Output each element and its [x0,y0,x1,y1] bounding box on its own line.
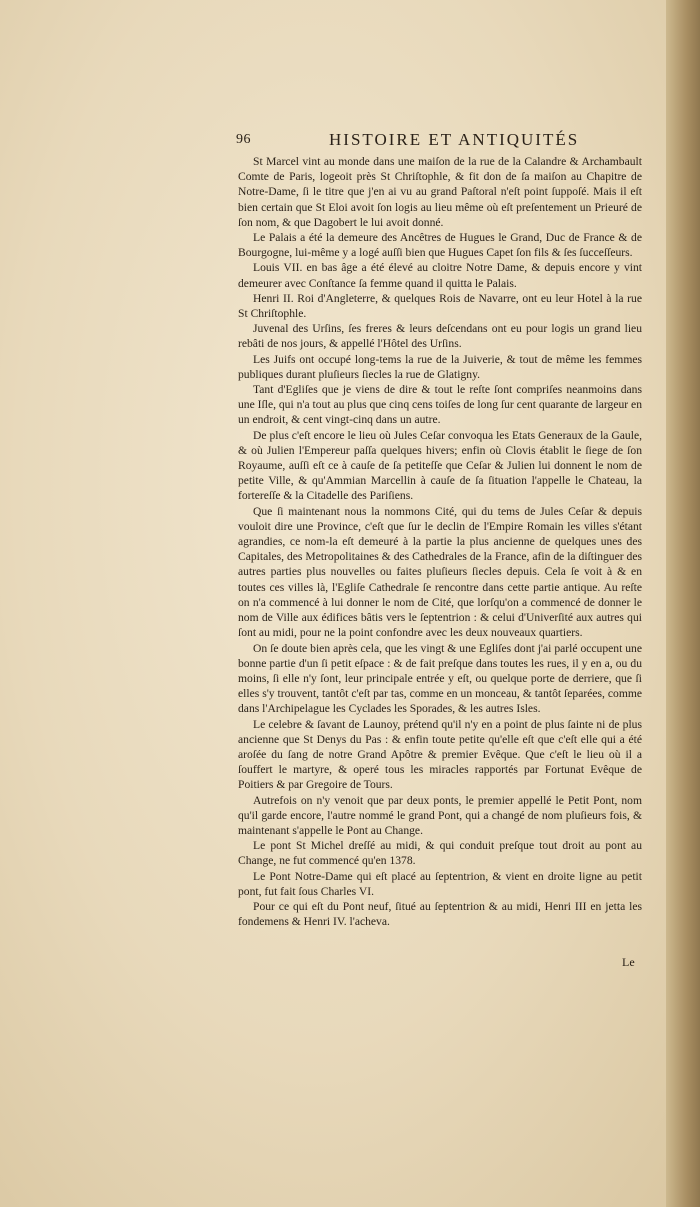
catchword: Le [622,955,635,969]
paragraph: Le Pont Notre-Dame qui eſt placé au ſeptentrion, & vient en droite ligne au petit pont, fut fait ſous Charles VI. [238,869,642,898]
paragraph: Louis VII. en bas âge a été élevé au cloitre Notre Dame, & depuis encore y vint demeurer avec Conſtance ſa femme quand il quitta le Palais. [238,261,642,290]
paragraph: Autrefois on n'y venoit que par deux ponts, le premier appellé le Petit Pont, nom qu'il garde encore, l'autre nommé le grand Pont, qui a changé de nom pluſieurs fois, & maintenant s'appelle le Pont au Change. [238,793,642,837]
paragraph: De plus c'eſt encore le lieu où Jules Ceſar convoqua les Etats Generaux de la Gaule, & où Julien l'Empereur paſſa quelques hivers; enfin où Clovis établit le ſiege de ſon Royaume, auſſi eſt ce à cauſe de ſa petiteſſe que Ceſar & Julien lui donnent le nom de petite Ville, & qu'Ammian Marcellin à cauſe de ſa ſituation l'appelle le Chateau, la fortereſſe & la Citadelle des Pariſiens. [238,428,642,503]
paragraph: On ſe doute bien après cela, que les vingt & une Egliſes dont j'ai parlé occupent une bonne partie d'un ſi petit eſpace : & de fait preſque dans toutes les rues, il y en a, ou du moins, ſi elle n'y ſont, leur principale entrée y eſt, ou quelque porte de derriere, que ſi elles s'y trouvent, tantôt c'eſt par tas, comme en un monceau, & tantôt ſeparées, comme dans l'Archipelague les Cyclades les Sporades, & les autres Isles. [238,641,642,716]
paragraph: Tant d'Egliſes que je viens de dire & tout le reſte ſont compriſes neanmoins dans une Iſle, qui n'a tout au plus que cinq cens toiſes de long ſur cent quarante de largeur en un endroit, & cent vingt-cinq dans un autre. [238,383,642,427]
paragraph: Les Juifs ont occupé long-tems la rue de la Juiverie, & tout de même les femmes publiques durant pluſieurs ſiecles la rue de Glatigny. [238,352,642,381]
paragraph: Pour ce qui eſt du Pont neuf, ſitué au ſeptentrion & au midi, Henri III en jetta les fondemens & Henri IV. l'acheva. [238,899,642,929]
paragraph: Le pont St Michel dreſſé au midi, & qui conduit preſque tout droit au pont au Change, ne fut commencé qu'en 1378. [238,839,642,868]
paragraph: Juvenal des Urſins, ſes freres & leurs deſcendans ont eu pour logis un grand lieu rebâti de nos jours, & appellé l'Hôtel des Urſins. [238,322,642,351]
page-header [236,130,696,154]
running-title: HISTOIRE ET ANTIQUITÉS [329,130,580,149]
paragraph: Le Palais a été la demeure des Ancêtres de Hugues le Grand, Duc de France & de Bourgogne, lui-même y a logé auſſi bien que Hugues Capet ſon fils & ſes ſucceſſeurs. [238,231,642,260]
paragraph: Que ſi maintenant nous la nommons Cité, qui du tems de Jules Ceſar & depuis vouloit dire une Province, c'eſt que ſur le declin de l'Empire Romain les villes s'étant agrandies, ce nom-la eſt demeuré à la partie la plus ancienne de quelques unes des Capitales, des Metropolitaines & des Cathedrales de la France, afin de la diſtinguer des autres parties plus nouvelles ou faites pluſieurs ſiecles depuis. Cela ſe voit à & en toutes ces villes là, l'Egliſe Cathedrale ſe rencontre dans cette partie antique. Au reſte on n'a commencé à lui donner le nom de Cité, que lorſqu'on a commencé de donner le nom de Ville aux édifices bâtis vers le ſeptentrion : & celui d'Univerſité aux autres qui ſont au midi, pour ne la point confondre avec les deux nouveaux quartiers. [238,504,642,640]
paragraph: St Marcel vint au monde dans une maiſon de la rue de la Calandre & Archambault Comte de Paris, logeoit près St Chriſtophle, & fit don de ſa maiſon au Chapitre de Notre-Dame, ſi le titre que j'en ai vu au grand Paſtoral n'eſt point ſuppoſé. Mais il eſt bien certain que St Eloi avoit ſon logis au lieu même où eſt preſentement un Prieuré de ſon nom, & que Dagobert le lui avoit donné. [238,155,642,229]
paragraph: Le celebre & ſavant de Launoy, prétend qu'il n'y en a point de plus ſainte ni de plus ancienne que St Denys du Pas : & enfin toute petite qu'elle eſt que c'eſt elle qui a été aroſée du ſang de notre Grand Apôtre & premier Evêque. Que c'eſt le lieu où il a ſouffert le martyre, & operé tous les miracles rapportés par Fortunat Evêque de Poitiers & par Gregoire de Tours. [238,717,642,792]
book-spine-edge [666,0,700,1207]
body-text [238,154,642,929]
paragraph: Henri II. Roi d'Angleterre, & quelques Rois de Navarre, ont eu leur Hotel à la rue St Chriſtophle. [238,291,642,321]
page-number: 96 [236,132,251,147]
